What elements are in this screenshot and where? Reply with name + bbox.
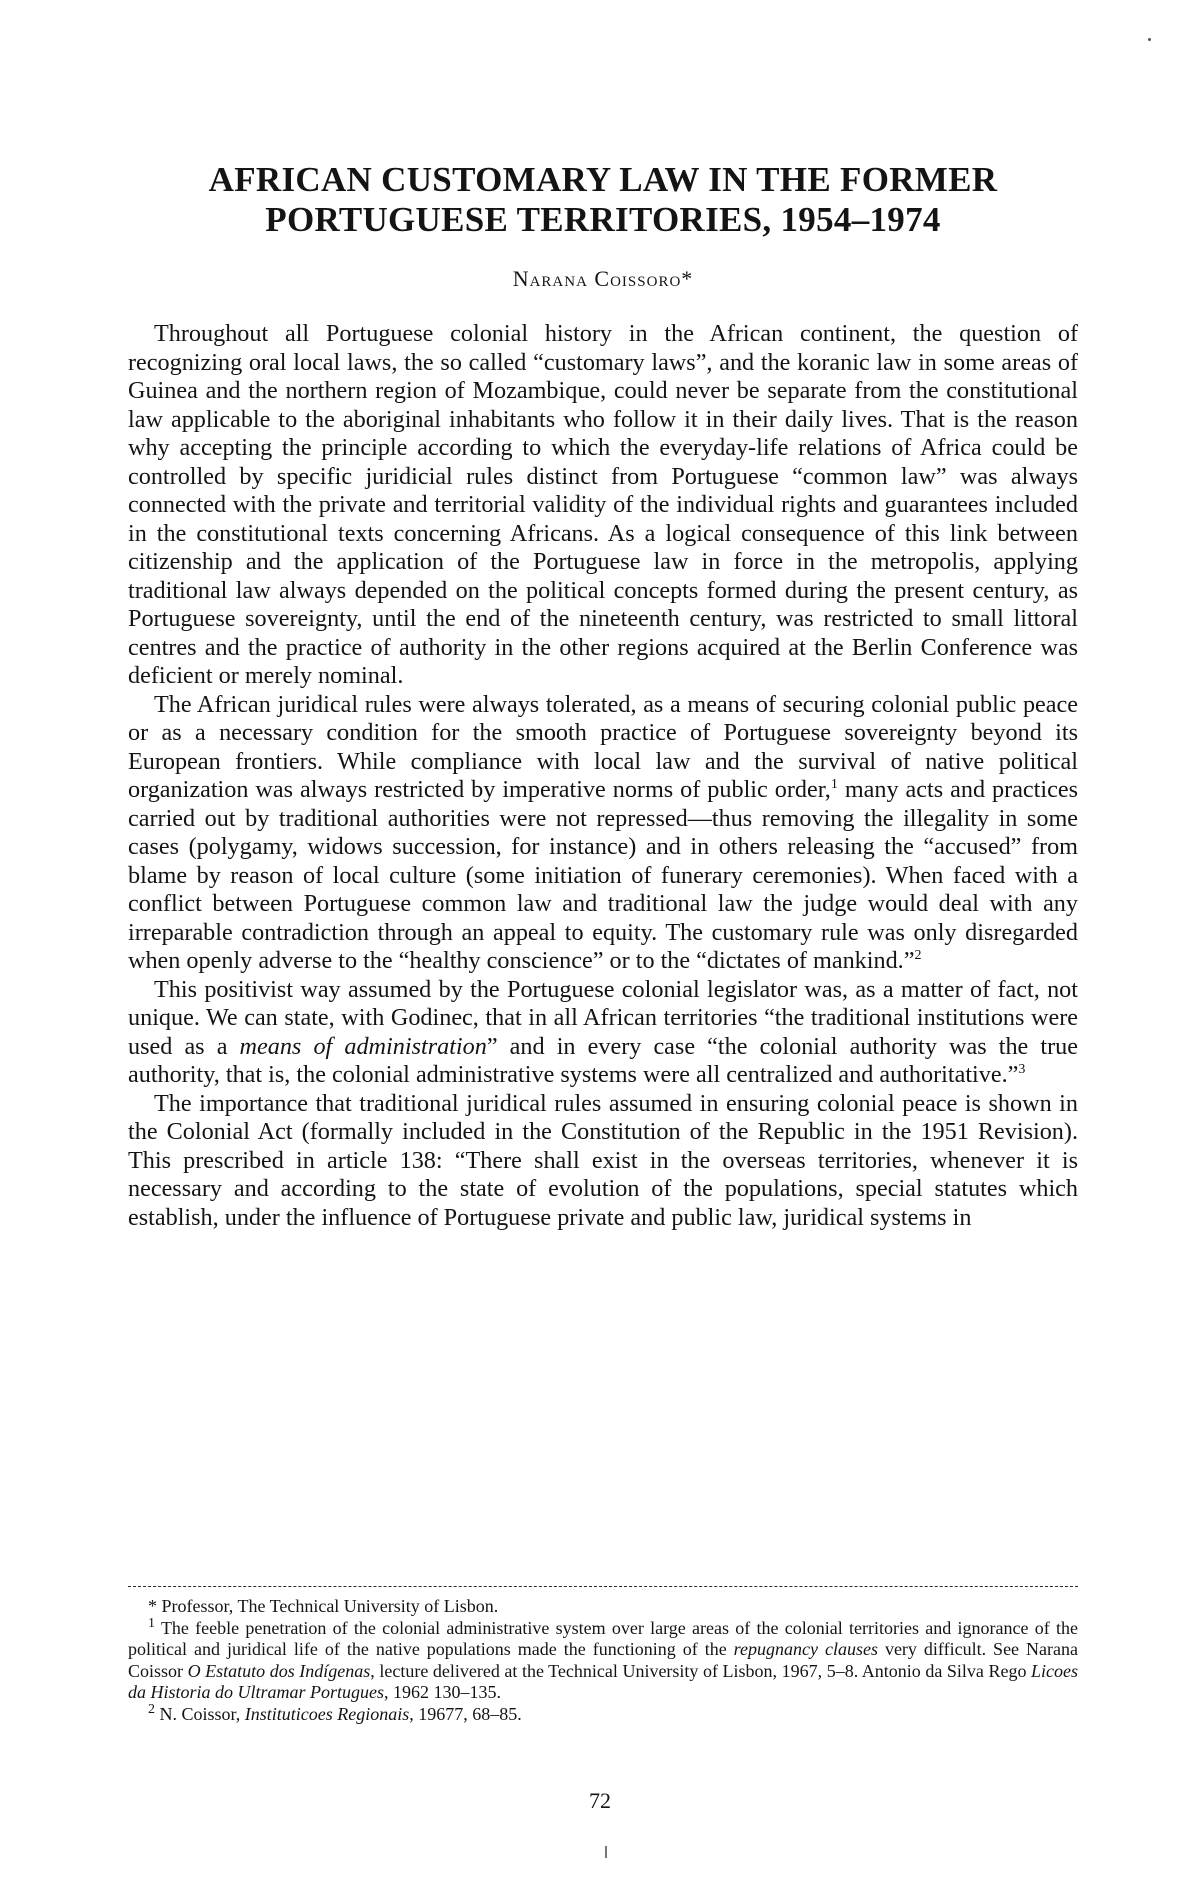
footnote-ref-3: 3 — [1018, 1061, 1026, 1077]
article-body — [128, 320, 1078, 1232]
body-paragraph-4: The importance that traditional juridical rules assumed in ensuring colonial peace is shown in the Colonial Act (formally included in the Constitution of the Republic in the 1951 Revision). This prescribed in article 138: “There shall exist in the overseas territories, whenever it is necessary and according to the state of evolution of the populations, special statutes which establish, under the influence of Portuguese private and public law, juridical systems in — [128, 1089, 1078, 1231]
page-content — [128, 160, 1078, 1232]
footnote-ref-1: 1 — [830, 776, 838, 792]
footnotes — [128, 1596, 1078, 1725]
body-paragraph-1: Throughout all Portuguese colonial history in the African continent, the question of recognizing oral local laws, the so called “customary laws”, and the koranic law in some areas of Guinea and the northern region of Mozambique, could never be separate from the constitutional law applicable to the aboriginal inhabitants who follow it in their daily lives. That is the reason why accepting the principle according to which the everyday-life relations of Africa could be controlled by specific juridicial rules distinct from Portuguese “common law” was always connected with the private and territorial validity of the individual rights and guarantees included in the constitutional texts concerning Africans. As a logical consequence of this link between citizenship and the application of the Portuguese law in force in the metropolis, applying traditional law always depended on the political concepts formed during the present century, as Portuguese sovereignty, until the end of the nineteenth century, was restricted to small littoral centres and the practice of authority in the other regions acquired at the Berlin Conference was deficient or merely nominal. — [128, 320, 1078, 689]
footnote-ref-2: 2 — [914, 947, 922, 963]
footnote-author: * Professor, The Technical University of Lisbon. — [148, 1596, 499, 1616]
article-title-line-2: PORTUGUESE TERRITORIES, 1954–1974 — [265, 200, 941, 239]
footnote-2: $^2$ N. Coissor, Instituticoes Regionais, 19677, 68–85. — [148, 1701, 522, 1724]
footnote-1: $^1$ The feeble penetration of the colonial administrative system over large areas of the colonial territories and ignorance of the political and juridical life of the native populations made the functioning of the repugnancy clauses very difficult. See Narana Coissor O Estatuto dos Indígenas, lecture delivered at the Technical University of Lisbon, 1967, 5–8. Antonio da Silva Rego Licoes da Historia do Ultramar Portugues, 1962 130–135. — [128, 1615, 1079, 1702]
emphasis-means-of-administration: means of administration — [239, 1032, 487, 1060]
article-title-line-1: AFRICAN CUSTOMARY LAW IN THE FORMER — [208, 160, 998, 199]
author-byline — [128, 266, 1078, 292]
body-paragraph-2: The African juridical rules were always tolerated, as a means of securing colonial public peace or as a necessary condition for the smooth practice of Portuguese sovereignty beyond its European frontiers. While compliance with local law and the survival of native political organization was always restricted by imperative norms of public order,$^1$ many acts and practices carried out by traditional authorities were not repressed—thus removing the illegality in some cases (polygamy, widows succession, for instance) and in others releasing the “accused” from blame by reason of local culture (some initiation of funerary ceremonies). When faced with a conflict between Portuguese common law and traditional law the judge would deal with any irreparable contradiction through an appeal to equity. The customary rule was only disregarded when openly adverse to the “healthy conscience” or to the “dictates of mankind.”$^2$ — [128, 690, 1078, 974]
margin-speck — [1148, 38, 1151, 41]
author-name: Narana Coissoro — [512, 266, 682, 291]
bottom-margin-mark — [605, 1846, 607, 1858]
footnote-divider — [128, 1586, 1078, 1587]
author-footnote-marker: * — [681, 266, 694, 291]
page-number: 72 — [589, 1788, 611, 1813]
body-paragraph-3: This positivist way assumed by the Portuguese colonial legislator was, as a matter of fact, not unique. We can state, with Godinec, that in all African territories “the traditional institutions were used as a means of administration” and in every case “the colonial authority was the true authority, that is, the colonial administrative systems were all centralized and authoritative.”$^3$ — [128, 975, 1078, 1088]
article-title — [128, 160, 1078, 240]
